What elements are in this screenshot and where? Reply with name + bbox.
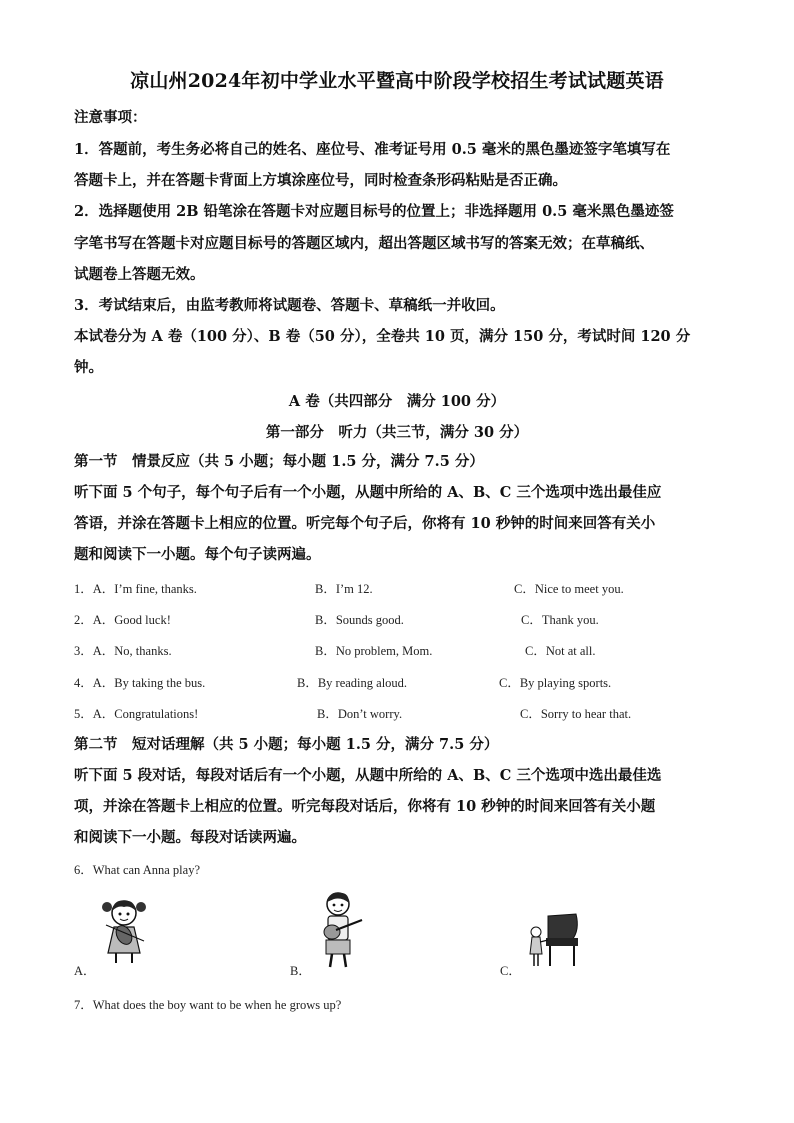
sec1-heading: 第一节 情景反应（共 5 小题；每小题 1.5 分，满分 7.5 分） [74,453,484,470]
q5-option-a: 5．A．Congratulations! [74,707,199,721]
section-a-heading: A 卷（共四部分 满分 100 分） [288,393,506,410]
q1-option-b: B．I’m 12. [315,582,373,596]
notes-line-2: 答题卡上，并在答题卡背面上方填涂座位号，同时检查条形码粘贴是否正确。 [74,172,567,189]
sec1-instruction-3: 题和阅读下一小题。每个句子读两遍。 [74,546,321,563]
q3-option-a: 3．A．No, thanks. [74,644,172,658]
sec1-instruction-2: 答语，并涂在答题卡上相应的位置。听完每个句子后，你将有 10 秒钟的时间来回答有关小 [74,515,656,532]
q6-label-b: B． [290,964,311,978]
q3-option-b: B．No problem, Mom. [315,644,433,658]
q5-option-b: B．Don’t worry. [317,707,403,721]
q3-option-c: C．Not at all. [525,644,596,658]
sec2-instruction-3: 和阅读下一小题。每段对话读两遍。 [74,829,306,846]
sec2-instruction-2: 项，并涂在答题卡上相应的位置。听完每段对话后，你将有 10 秒钟的时间来回答有关小题 [74,798,656,815]
q2-option-b: B．Sounds good. [315,613,404,627]
notes-line-6: 3．考试结束后，由监考教师将试题卷、答题卡、草稿纸一并收回。 [74,297,505,314]
q1-option-a: 1．A．I’m fine, thanks. [74,582,197,596]
q4-option-b: B．By reading aloud. [297,676,408,690]
q2-option-a: 2．A．Good luck! [74,613,171,627]
piano-player-icon [524,910,582,970]
notes-line-7: 本试卷分为 A 卷（100 分）、B 卷（50 分），全卷共 10 页，满分 150 分，考试时间 120 分 [74,328,691,345]
part1-heading: 第一部分 听力（共三节，满分 30 分） [265,424,529,441]
q6-question: 6．What can Anna play? [74,863,200,877]
q4-option-a: 4．A．By taking the bus. [74,676,206,690]
page-title: 凉山州2024年初中学业水平暨高中阶段学校招生考试试题英语 [130,70,664,92]
violin-girl-icon [94,895,154,967]
q7-question: 7．What does the boy want to be when he grows up? [74,998,342,1012]
notes-line-8: 钟。 [74,359,103,376]
sec1-instruction-1: 听下面 5 个句子，每个句子后有一个小题，从题中所给的 A、B、C 三个选项中选出最佳应 [74,484,662,501]
notes-line-4: 字笔书写在答题卡对应题目标号的答题区域内，超出答题区域书写的答案无效；在草稿纸、 [74,235,654,252]
q6-label-a: A． [74,964,96,978]
q1-option-c: C．Nice to meet you. [514,582,624,596]
notes-line-1: 1．答题前，考生务必将自己的姓名、座位号、准考证号用 0.5 毫米的黑色墨迹签字笔填写在 [74,141,671,158]
guitar-boy-icon [312,890,368,970]
sec2-heading: 第二节 短对话理解（共 5 小题；每小题 1.5 分，满分 7.5 分） [74,736,499,753]
notes-line-3: 2．选择题使用 2B 铅笔涂在答题卡对应题目标号的位置上；非选择题用 0.5 毫米黑色墨迹签 [74,203,674,220]
q6-label-c: C． [500,964,521,978]
q2-option-c: C．Thank you. [521,613,599,627]
sec2-instruction-1: 听下面 5 段对话，每段对话后有一个小题，从题中所给的 A、B、C 三个选项中选出最佳选 [74,767,662,784]
notes-line-5: 试题卷上答题无效。 [74,266,205,283]
q4-option-c: C．By playing sports. [499,676,612,690]
q5-option-c: C．Sorry to hear that. [520,707,632,721]
notes-heading: 注意事项： [74,109,147,126]
